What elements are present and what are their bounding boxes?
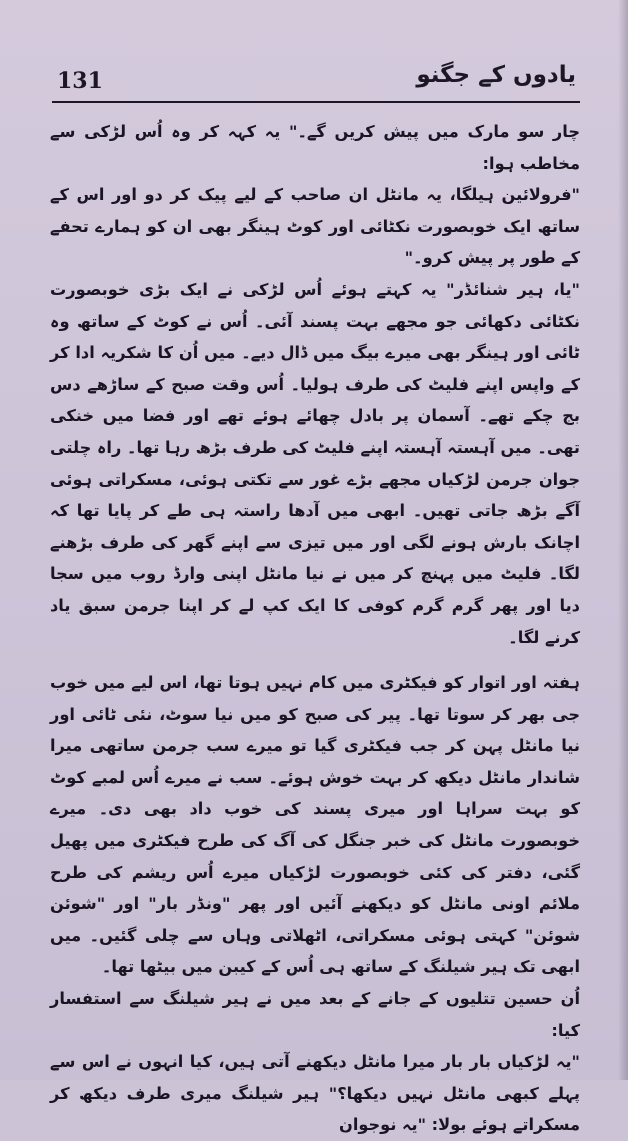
paragraph: "یا، ہیر شنائڈر" یہ کہتے ہوئے اُس لڑکی نے ایک بڑی خوبصورت نکٹائی دکھائی جو مجھے بہت پسند آئی۔ اُس نے کوٹ کے ساتھ وہ ٹائی اور ہینگر بھی میرے بیگ میں ڈال دیے۔ میں اُن کا شکریہ ادا کر کے واپس اپنے فلیٹ کی طرف ہولیا۔ اُس وقت صبح کے ساڑھے دس بج چکے تھے۔ آسمان پر بادل چھائے ہوئے تھے اور فضا میں خنکی تھی۔ میں آہستہ آہستہ اپنے فلیٹ کی طرف بڑھ رہا تھا۔ راہ چلتی جوان جرمن لڑکیاں مجھے بڑے غور سے تکتی ہوئی، مسکراتی ہوئی آگے بڑھ جاتی تھیں۔ ابھی میں آدھا راستہ ہی طے کر پایا تھا کہ اچانک بارش ہونے لگی اور میں تیزی سے اپنے گھر کی طرف بڑھنے لگا۔ فلیٹ میں پہنچ کر میں نے نیا مانٹل اپنی وارڈ روب میں سجا دیا اور پھر گرم گرم کوفی کا ایک کپ لے کر اپنا جرمن سبق یاد کرنے لگا۔	[50, 279, 580, 647]
body-text	[50, 116, 580, 1141]
header-rule	[52, 101, 580, 103]
paragraph: چار سو مارک میں پیش کریں گے۔" یہ کہہ کر وہ اُس لڑکی سے مخاطب ہوا:	[50, 122, 580, 173]
paragraph: "فرولائین ہیلگا، یہ مانٹل ان صاحب کے لیے پیک کر دو اور اس کے ساتھ ایک خوبصورت نکٹائی اور کوٹ ہینگر بھی ان کو ہمارے تحفے کے طور پر پیش کرو۔"	[50, 185, 580, 268]
page-number: 131	[57, 68, 103, 94]
paragraph: "یہ لڑکیاں بار بار میرا مانٹل دیکھنے آتی ہیں، کیا انہوں نے اس سے پہلے کبھی مانٹل نہیں دیکھا؟" ہیر شیلنگ میری طرف دیکھ کر مسکراتے ہوئے بولا: "یہ نوجوان	[50, 1052, 580, 1135]
paragraph: اُن حسین تتلیوں کے جانے کے بعد میں نے ہیر شیلنگ سے استفسار کیا:	[50, 989, 580, 1040]
page-edge-shadow	[618, 0, 628, 1080]
paragraph: ہفتہ اور اتوار کو فیکٹری میں کام نہیں ہوتا تھا، اس لیے میں خوب جی بھر کر سوتا تھا۔ پیر کی صبح کو میں نیا سوٹ، نئی ٹائی اور نیا مانٹل پہن کر جب فیکٹری گیا تو میرے سب جرمن ساتھی میرا شاندار مانٹل دیکھ کر بہت خوش ہوئے۔ سب نے میرے اُس لمبے کوٹ کو بہت سراہا اور میری پسند کی خوب داد بھی دی۔ میرے خوبصورت مانٹل کی خبر جنگل کی آگ کی طرح فیکٹری میں پھیل گئی، دفتر کی کئی خوبصورت لڑکیاں میرے اُس ریشم کی طرح ملائم اونی مانٹل کو دیکھنے آئیں اور پھر "ونڈر بار" اور "شوئن شوئن" کہتی ہوئی مسکراتی، اٹھلاتی وہاں سے چلی گئیں۔ میں ابھی تک ہیر شیلنگ کے ساتھ ہی اُس کے کیبن میں بیٹھا تھا۔	[50, 673, 580, 977]
running-title: یادوں کے جگنو	[416, 62, 576, 88]
